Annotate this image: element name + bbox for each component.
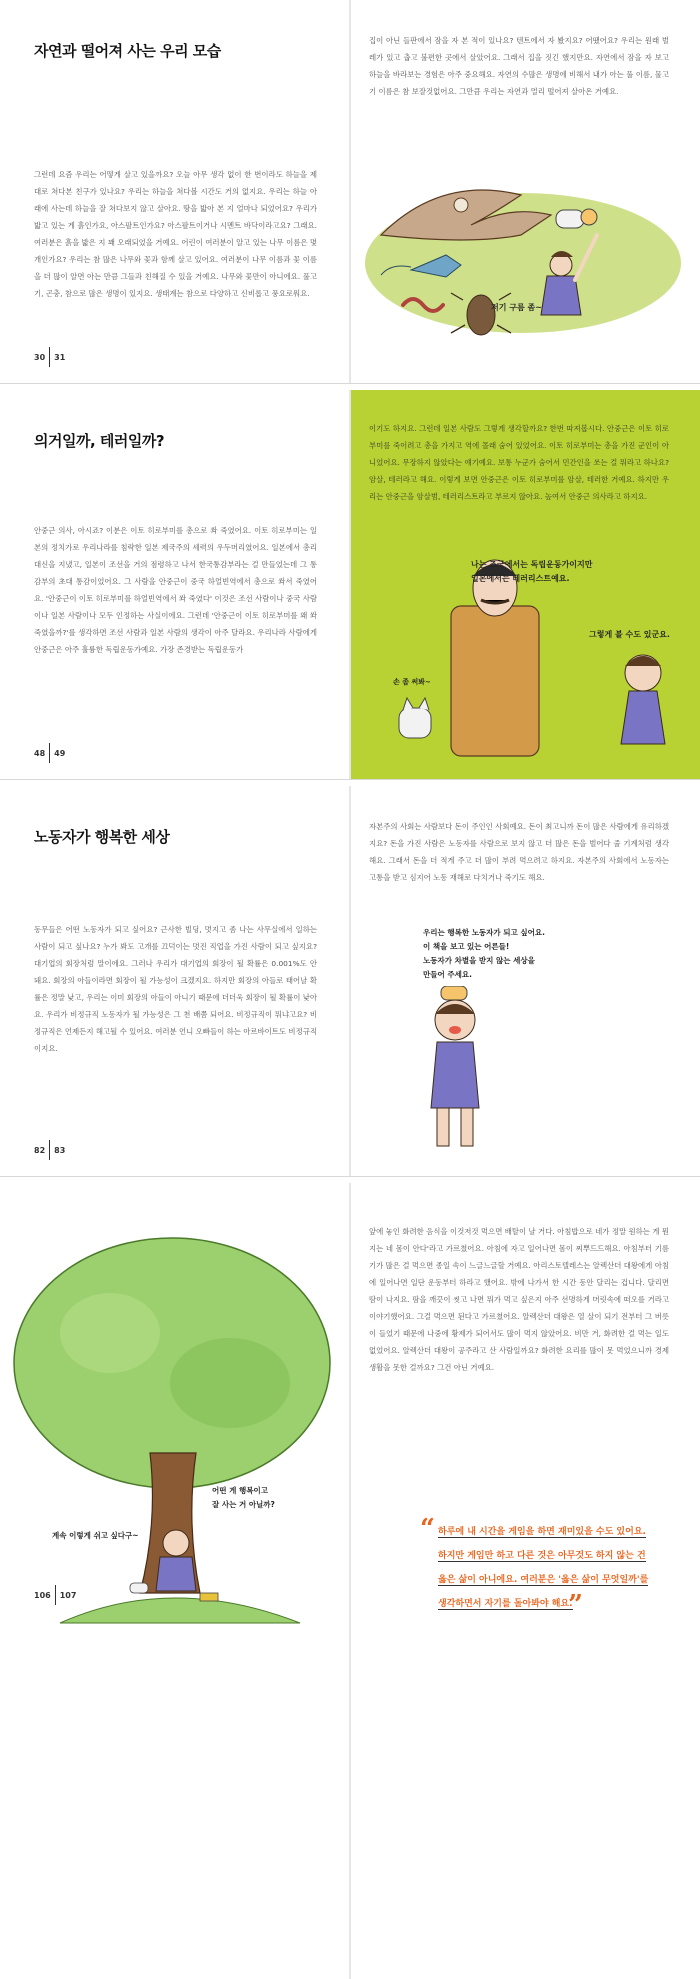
close-quote-icon: ” (568, 1590, 583, 1620)
section-title: 노동자가 행복한 세상 (34, 828, 170, 846)
speech-bubble: 어떤 게 행복이고 잘 사는 거 아닐까? (212, 1486, 275, 1509)
cat-on-head (441, 986, 467, 1000)
cat-drawing (130, 1583, 148, 1593)
section-title: 의거일까, 테러일까? (34, 432, 165, 450)
section-title: 자연과 떨어져 사는 우리 모습 (34, 42, 221, 60)
girl-dress (621, 691, 665, 744)
cat-drawing (556, 210, 584, 228)
spread-3 (0, 786, 700, 1177)
page-left (0, 390, 349, 779)
page-number: 48 49 (34, 743, 65, 763)
child-head (163, 1530, 189, 1556)
quote-line: 생각하면서 자기를 돌아봐야 해요. (438, 1599, 573, 1609)
body-text: 앞에 놓인 화려한 음식을 이것저것 먹으면 배탈이 날 거다. 아침밥으로 네가 정말 원하는 게 뭔지는 네 몸이 안다'라고 가르쳤어요. 아침에 자고 일어나면 몸이 찌뿌드드해요. 아침부터 기름기가 많은 걸 먹으면 종일 속이 느글느글할 거예요. 아리스토텔레스는 알렉산더 대왕에게 아침에 일어나면 일단 운동부터 하라고 했어요. 밖에 나가서 한 시간 동안 달리는 겁니다. 달리면 땀이 나지요. 땀을 깨끗이 씻고 나면 뭐가 먹고 싶은지 아주 선명하게 머릿속에 떠오를 거라고 이야기했어요. 그걸 먹으면 된다고 가르쳤어요. 알렉산더 대왕은 열 살이 되기 전부터 그 버릇이 들었기 때문에 나중에 황제가 되어서도 많이 먹지 않았어요. 비만 거, 화려한 걸 먹는 일도 없었어요. 알렉산더 대왕이 공주라고 산 사람일까요? 화려한 요리를 많이 못 먹었으니까 경제생활을 못한 걸까요? 그건 아닌 거예요. (369, 1227, 669, 1372)
spread-2 (0, 390, 700, 780)
body-text: 이기도 하지요. 그런데 일본 사람도 그렇게 생각할까요? 한번 따져봅시다. 안중근은 이토 히로부미를 죽이려고 총을 가지고 역에 몰래 숨어 있었어요. 이토 히로부미는 총을 가진 군인이 아니었어요. 무장하지 않았다는 얘기예요. 보통 누군가 숨어서 민간인을 쏘는 걸 뭐라고 하나요? 암살, 테러라고 해요. 이렇게 보면 안중근은 이토 히로부미를 암살, 테러한 거예요. 하지만 우리는 안중근을 암살범, 테러리스트라고 부르지 않아요. 높여서 안중근 의사라고 하지요. (369, 424, 669, 501)
quote-line: 하루에 내 시간을 게임을 하면 재미있을 수도 있어요. (438, 1527, 646, 1537)
pull-quote (420, 1514, 688, 1620)
page-right (351, 786, 700, 1176)
nature-illustration (351, 175, 700, 375)
man-coat (451, 606, 539, 756)
body-text: 자본주의 사회는 사람보다 돈이 주인인 사회예요. 돈이 최고니까 돈이 많은 사람에게 유리하겠지요? 돈을 가진 사람은 노동자를 사람으로 보지 않고 더 많은 돈을 벌어다 줄 기계처럼 생각해요. 그래서 돈을 더 적게 주고 더 많이 부려 먹으려고 하지요. 자본주의 사회에서 노동자는 고통을 받고 심지어 노동 재해로 다치거나 죽기도 해요. (369, 822, 669, 882)
speech-bubble: 손 좀 써봐~ (393, 678, 431, 686)
cat-drawing (399, 708, 431, 738)
body-text: 동무들은 어떤 노동자가 되고 싶어요? 근사한 빌딩, 멋지고 좀 나는 사무실에서 일하는 사람이 되고 싶나요? 누가 봐도 고개를 끄덕이는 멋진 직업을 가진 사람이 되고 싶지요? 대기업의 회장처럼 말이에요. 그러나 우리가 대기업의 회장이 될 확률은 0.001%도 안 돼요. 회장의 아들이라면 회장이 될 가능성이 크겠지요. 하지만 회장의 아들로 태어날 확률은 정말 낮고, 우리는 이미 회장의 아들이 아니기 때문에 더더욱 회장이 될 확률이 낮아요. 우리가 비정규직 노동자가 될 가능성은 그 천 배쯤 되어요. 비정규직이 뭐냐고요? 비정규직은 언제든지 해고될 수 있어요. 여러분 언니 오빠들이 하는 아르바이트도 비정규직이지요. (34, 925, 317, 1053)
page-left (0, 786, 349, 1176)
body-text: 집이 아닌 들판에서 잠을 자 본 적이 있나요? 텐트에서 자 봤지요? 어땠어요? 우리는 원래 벌레가 있고 춥고 불편한 곳에서 살았어요. 그래서 집을 짓긴 했지만요. 자연에서 잠을 자 보고 하늘을 바라보는 경험은 아주 중요해요. 자연의 수많은 생명에 비해서 내가 아는 풀 이름, 물고기 이름은 참 보잘것없어요. 그만큼 우리는 자연과 멀리 떨어져 살아온 거예요. (369, 36, 669, 96)
speech-bubble: 저기 구름 좀~ (491, 303, 542, 312)
quote-line: 하지만 게임만 하고 다른 것은 아무것도 하지 않는 건 (438, 1551, 646, 1561)
page-number: 106 107 (34, 1585, 76, 1605)
spread-1 (0, 0, 700, 384)
bird-head (454, 198, 468, 212)
child-shirt (431, 1042, 479, 1108)
speech-bubble: 우리는 행복한 노동자가 되고 싶어요. 이 책을 보고 있는 어른들! 노동자가 차별을 받지 않는 세상을 만들어 주세요. (423, 928, 545, 979)
page-number: 30 31 (34, 347, 65, 367)
child-shirt (156, 1557, 196, 1591)
speech-bubble: 나는 조국에서는 독립운동가이지만 일본에서는 테러리스트예요. (471, 560, 593, 583)
speech-bubble: 그렇게 볼 수도 있군요. (589, 630, 670, 639)
body-text: 그런데 요즘 우리는 어떻게 살고 있을까요? 오늘 아무 생각 없이 한 번이라도 하늘을 제대로 쳐다본 친구가 있나요? 우리는 하늘을 쳐다볼 시간도 거의 없지요. 우리는 하늘 아래에 사는데 하늘을 잘 쳐다보지 않고 살아요. 땅을 밟아 본 지 얼마나 되었어요? 우리가 밟고 있는 게 흙인가요, 아스팔트인가요? 아스팔트이거나 시멘트 바닥이라고요? 그래요. 여러분은 흙을 밟은 지 꽤 오래되었을 거예요. 어린이 여러분이 알고 있는 나무 이름은 몇 개인가요? 우리는 참 많은 나무와 꽃과 함께 살고 있어요. 여러분이 나무 이름과 꽃 이름을 더 많이 알면 아는 만큼 그들과 친해질 수 있을 거예요. 나무와 꽃만이 아니에요. 풀고기, 곤충, 참으로 많은 생명이 있지요. 생태계는 참으로 다양하고 신비롭고 풍요로워요. (34, 170, 317, 298)
page-number: 82 83 (34, 1140, 65, 1160)
open-quote-icon: “ (420, 1514, 435, 1544)
page-right (351, 390, 700, 779)
tree-illustration (0, 1223, 349, 1643)
body-text: 안중근 의사, 아시죠? 이분은 이토 히로부미를 총으로 쏴 죽였어요. 이토 히로부미는 일본의 정치가로 우리나라를 침략한 일본 제국주의 세력의 우두머리였어요. 일본에서 총리대신을 지냈고, 일본이 조선을 거의 점령하고 나서 한국통감부라는 걸 만들었는데 그 통감부의 초대 통감이었어요. 그 사람을 안중근이 중국 하얼빈역에서 총으로 쏴서 죽였어요. '안중근이 이토 히로부미를 하얼빈역에서 쏴 죽였다' 이것은 조선 사람이나 중국 사람이나 일본 사람이나 모두 인정하는 사실이에요. 그런데 '안중근이 이토 히로부미를 왜 쏴 죽였을까?'를 생각하면 조선 사람과 일본 사람의 생각이 아주 달라요. 우리나라 사람에게 안중근은 아주 훌륭한 독립운동가예요. 가장 존경받는 독립운동가 (34, 526, 317, 654)
speech-bubble: 계속 이렇게 쉬고 싶다구~ (52, 1531, 139, 1540)
child-with-cat-illustration (391, 986, 591, 1166)
page-left (0, 0, 349, 383)
page-right (351, 0, 700, 383)
book-icon (200, 1593, 218, 1601)
page-left (0, 1183, 349, 1979)
girl-head (550, 254, 572, 276)
hill (60, 1598, 300, 1623)
quote-line: 옳은 삶이 아니에요. 여러분은 '옳은 삶이 무엇일까'를 (438, 1575, 649, 1585)
